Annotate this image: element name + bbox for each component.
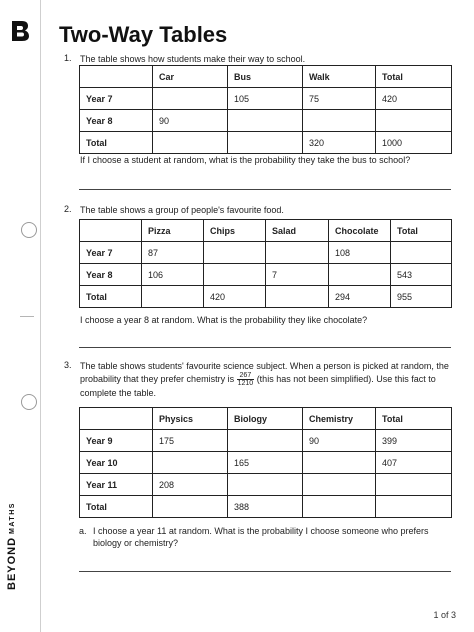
column-header: Car bbox=[153, 66, 228, 88]
brand-main: BEYOND bbox=[6, 536, 18, 590]
table-cell[interactable] bbox=[266, 286, 329, 308]
table-cell[interactable] bbox=[153, 132, 228, 154]
q1-text: The table shows how students make their way to school. bbox=[80, 54, 306, 64]
table-row bbox=[80, 452, 452, 474]
table-cell[interactable]: 90 bbox=[153, 110, 228, 132]
table-cell[interactable] bbox=[204, 242, 266, 264]
table-header-row bbox=[80, 220, 452, 242]
brand-sub: MATHS bbox=[9, 502, 16, 534]
table-cell[interactable] bbox=[228, 132, 303, 154]
q3a-label: a. bbox=[79, 526, 87, 536]
table-row bbox=[80, 110, 452, 132]
row-header: Year 8 bbox=[80, 264, 142, 286]
table-cell[interactable] bbox=[329, 264, 391, 286]
column-header: Physics bbox=[153, 408, 228, 430]
table-row bbox=[80, 496, 452, 518]
table-row bbox=[80, 430, 452, 452]
table-cell[interactable]: 75 bbox=[303, 88, 376, 110]
column-header: Walk bbox=[303, 66, 376, 88]
q2-answer-line[interactable] bbox=[79, 347, 451, 348]
q2-number: 2. bbox=[64, 204, 72, 214]
row-header: Total bbox=[80, 496, 153, 518]
q1-answer-line[interactable] bbox=[79, 189, 451, 190]
binder-hole-icon bbox=[21, 222, 37, 238]
table-cell[interactable] bbox=[153, 452, 228, 474]
table-cell[interactable] bbox=[376, 496, 452, 518]
table-cell[interactable]: 420 bbox=[204, 286, 266, 308]
table-cell[interactable]: 388 bbox=[228, 496, 303, 518]
table-cell[interactable]: 1000 bbox=[376, 132, 452, 154]
q2-text: The table shows a group of people's favourite food. bbox=[80, 205, 284, 215]
table-cell[interactable]: 543 bbox=[391, 264, 452, 286]
q1-question: If I choose a student at random, what is the probability they take the bus to school? bbox=[80, 155, 411, 165]
column-header: Total bbox=[376, 66, 452, 88]
fold-mark bbox=[20, 316, 34, 317]
q3a-question: I choose a year 11 at random. What is the probability I choose someone who prefers biology or chemistry? bbox=[93, 526, 429, 548]
table-cell[interactable] bbox=[228, 474, 303, 496]
q1-table bbox=[79, 65, 452, 154]
table-cell[interactable]: 105 bbox=[228, 88, 303, 110]
q3-text-part2: (this has not been simplified). Use this fact to complete the table. bbox=[80, 373, 436, 398]
column-header: Biology bbox=[228, 408, 303, 430]
table-cell[interactable]: 90 bbox=[303, 430, 376, 452]
row-header: Year 7 bbox=[80, 88, 153, 110]
table-cell[interactable] bbox=[376, 474, 452, 496]
table-cell[interactable] bbox=[376, 110, 452, 132]
row-header: Year 10 bbox=[80, 452, 153, 474]
table-row bbox=[80, 286, 452, 308]
brand-logo-text bbox=[6, 502, 18, 590]
column-header bbox=[80, 66, 153, 88]
column-header: Total bbox=[376, 408, 452, 430]
table-cell[interactable]: 955 bbox=[391, 286, 452, 308]
table-header-row bbox=[80, 408, 452, 430]
column-header: Chocolate bbox=[329, 220, 391, 242]
margin-line bbox=[40, 0, 41, 632]
table-header-row bbox=[80, 66, 452, 88]
binder-hole-icon bbox=[21, 394, 37, 410]
table-cell[interactable] bbox=[142, 286, 204, 308]
row-header: Year 7 bbox=[80, 242, 142, 264]
q2-table bbox=[79, 219, 452, 308]
q3-number: 3. bbox=[64, 360, 72, 370]
table-cell[interactable] bbox=[303, 474, 376, 496]
fraction-denominator: 1210 bbox=[237, 380, 254, 387]
row-header: Year 9 bbox=[80, 430, 153, 452]
table-cell[interactable]: 420 bbox=[376, 88, 452, 110]
chemistry-probability-fraction bbox=[237, 372, 255, 387]
q3-text bbox=[80, 360, 452, 399]
table-cell[interactable]: 7 bbox=[266, 264, 329, 286]
table-cell[interactable]: 208 bbox=[153, 474, 228, 496]
q1-number: 1. bbox=[64, 53, 72, 63]
table-cell[interactable] bbox=[153, 496, 228, 518]
column-header bbox=[80, 220, 142, 242]
row-header: Total bbox=[80, 286, 142, 308]
column-header: Salad bbox=[266, 220, 329, 242]
table-cell[interactable] bbox=[228, 110, 303, 132]
beyond-logo-icon bbox=[10, 20, 30, 42]
table-cell[interactable] bbox=[303, 496, 376, 518]
fraction-numerator: 267 bbox=[237, 372, 255, 380]
table-cell[interactable]: 320 bbox=[303, 132, 376, 154]
row-header: Total bbox=[80, 132, 153, 154]
table-row bbox=[80, 242, 452, 264]
column-header: Chips bbox=[204, 220, 266, 242]
table-cell[interactable] bbox=[303, 110, 376, 132]
table-cell[interactable]: 108 bbox=[329, 242, 391, 264]
table-row bbox=[80, 88, 452, 110]
q3-text-part1: The table shows students' favourite science subject. When a person is picked at random, the probability that they prefer chemistry is bbox=[80, 361, 449, 384]
table-cell[interactable] bbox=[266, 242, 329, 264]
table-cell[interactable] bbox=[228, 430, 303, 452]
column-header bbox=[80, 408, 153, 430]
table-cell[interactable] bbox=[303, 452, 376, 474]
table-row bbox=[80, 474, 452, 496]
q3a-answer-line[interactable] bbox=[79, 571, 451, 572]
page-title: Two-Way Tables bbox=[59, 22, 228, 47]
row-header: Year 8 bbox=[80, 110, 153, 132]
column-header: Total bbox=[391, 220, 452, 242]
table-cell[interactable] bbox=[153, 88, 228, 110]
column-header: Pizza bbox=[142, 220, 204, 242]
table-cell[interactable] bbox=[204, 264, 266, 286]
table-cell[interactable]: 294 bbox=[329, 286, 391, 308]
row-header: Year 11 bbox=[80, 474, 153, 496]
q3-table bbox=[79, 407, 452, 518]
table-cell[interactable]: 106 bbox=[142, 264, 204, 286]
page-number: 1 of 3 bbox=[433, 610, 456, 620]
table-cell[interactable]: 407 bbox=[376, 452, 452, 474]
q2-question: I choose a year 8 at random. What is the probability they like chocolate? bbox=[80, 315, 368, 325]
table-row bbox=[80, 132, 452, 154]
table-cell[interactable]: 87 bbox=[142, 242, 204, 264]
column-header: Bus bbox=[228, 66, 303, 88]
table-cell[interactable]: 399 bbox=[376, 430, 452, 452]
table-cell[interactable]: 175 bbox=[153, 430, 228, 452]
table-row bbox=[80, 264, 452, 286]
table-cell[interactable]: 165 bbox=[228, 452, 303, 474]
column-header: Chemistry bbox=[303, 408, 376, 430]
table-cell[interactable] bbox=[391, 242, 452, 264]
